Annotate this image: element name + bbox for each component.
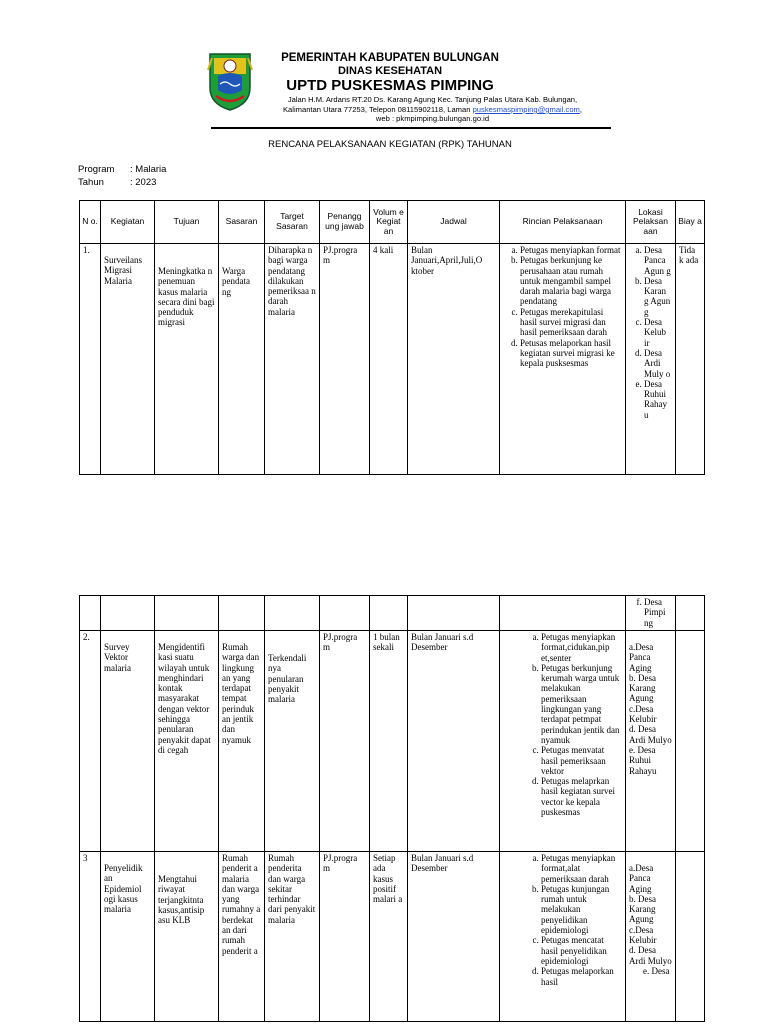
year-label: Tahun [78,177,104,188]
cell-pj: PJ.progra m [320,631,370,852]
kegiatan-text: Penyelidik an Epidemiol ogi kasus malaria [104,863,143,915]
cell-empty [500,596,626,631]
cell-sasaran [219,631,265,852]
cell-lokasi [626,852,676,1022]
sasaran-text: Warga pendata ng [222,266,250,297]
lokasi-list [629,863,672,976]
lokasi-list [629,245,672,420]
list-item: b. Petugas berkunjung kerumah warga untuk melakukan pemeriksaan lingkungan yang terdapat petmpat perindukan jentik dan nyamuk [541,663,622,745]
list-item: a. Petugas menyiapkan format,alat pemeriksaan darah [541,853,622,884]
list-item: f. Desa Pimpi ng [644,597,672,628]
table-row [80,631,705,852]
contact-text: Kalimantan Utara 77253, Telepon 08115902118, Laman [282,105,471,114]
list-item: c. Petugas menvatat hasil pemeriksaan vektor [541,745,622,776]
cell-no: 3 [80,852,101,1022]
list-item: d. Desa Ardi Mulyo [629,724,672,745]
col-header-rincian: Rincian Pelaksanaan [500,201,626,244]
col-header-target: Target Sasaran [265,201,320,244]
list-item: c.Desa Kelubir [629,703,657,725]
cell-jadwal: Bulan Januari s.d Desember [408,852,500,1022]
cell-sasaran [219,244,265,475]
cell-jadwal: Bulan Januari,April,Juli,O ktober [408,244,500,475]
cell-no: 2. [80,631,101,852]
kegiatan-text: Survey Vektor malaria [104,642,131,673]
document-title: RENCANA PELAKSANAAN KEGIATAN (RPK) TAHUNAN [268,139,512,150]
cell-jadwal: Bulan Januari s.d Desember [408,631,500,852]
cell-empty [101,596,155,631]
cell-empty [320,596,370,631]
cell-target: Rumah penderita dan warga sekitar terhindar dari penyakit malaria [265,852,320,1022]
target-text: Terkendali nya penularan penyakit malaria [268,653,307,705]
list-item: e. Desa [643,965,670,976]
cell-kegiatan [101,852,155,1022]
list-item: b. Desa Karan g Agun g [644,276,672,317]
lokasi-list [629,642,672,776]
list-item: a. Desa Panca Agun g [644,245,672,276]
list-item: b. Petugas kunjungan rumah untuk melakukan penyelidikan epidemiologi [541,884,622,935]
cell-empty [80,596,101,631]
tujuan-text: Mengidentifi kasi suatu wilayah untuk menghindari kontak masyarakat dengan vektor sehingga penularan penyakit dapat di cegah [158,642,211,755]
header-government: PEMERINTAH KABUPATEN BULUNGAN [281,52,499,64]
cell-sasaran: Rumah penderit a malaria dan warga yang rumahny a berdekat an dari rumah penderit a [219,852,265,1022]
kegiatan-text: Surveilans Migrasi Malaria [104,255,142,286]
cell-volume: 1 bulan sekali [370,631,408,852]
kabupaten-bulungan-logo [206,50,254,112]
table-header-row [80,201,705,244]
rpk-table-page2 [79,595,705,1022]
cell-pj: PJ.progra m [320,244,370,475]
program-line [78,164,166,175]
cell-kegiatan [101,244,155,475]
list-item: d. Desa Ardi Mulyo [629,945,672,966]
tujuan-text: Meningkatka n penemuan kasus malaria secara dini bagi penduduk migrasi [158,266,215,328]
cell-target: Diharapka n bagi warga pendatang dilakukan pemeriksaa n darah malaria [265,244,320,475]
list-item: d. Petugas melaporkan hasil [541,966,622,987]
list-item: d. Desa Ardi Muly o [644,348,672,379]
year-value: : 2023 [130,177,157,188]
tujuan-text: Mengtahui riwayat terjangkitnta kasus,antisip asu KLB [158,874,205,926]
cell-lokasi [626,244,676,475]
list-item: c. Petugas merekapitulasi hasil survei migrasi dan hasil pemeriksaan darah [520,307,622,338]
cell-empty [676,596,705,631]
header-department: DINAS KESEHATAN [337,65,443,77]
header-contact [260,105,605,114]
list-item: b. Desa Karang Agung [629,672,656,704]
sasaran-text: Rumah warga dan lingkung an yang terdapat tempat perinduk an jentik dan nyamuk [222,642,260,745]
cell-lokasi [626,631,676,852]
list-item: a.Desa Panca Aging [629,642,654,673]
list-item: e. Desa Ruhui Rahay u [644,379,672,420]
header-institution: UPTD PUSKESMAS PIMPING [286,77,494,94]
cell-target [265,631,320,852]
cell-empty [265,596,320,631]
contact-suffix: , [579,105,583,114]
col-header-sasaran: Sasaran [219,201,265,244]
year-line [78,177,156,188]
list-item: a. Petugas menyiapkan format,cidukan,pip et,senter [541,632,622,663]
col-header-kegiatan: Kegiatan [101,201,155,244]
cell-empty [219,596,265,631]
list-item: c. Desa Kelub ir [644,317,672,348]
cell-tujuan [155,244,219,475]
cell-pj: PJ.progra m [320,852,370,1022]
cell-no: 1. [80,244,101,475]
cell-empty [370,596,408,631]
rincian-list [503,853,622,987]
list-item: b. Desa Karang Agung [629,893,656,925]
table-row [80,596,705,631]
col-header-pj: Penangg ung jawab [320,201,370,244]
cell-kegiatan [101,631,155,852]
table-row [80,852,705,1022]
program-label: Program [78,164,115,175]
cell-biaya [676,852,705,1022]
header-divider [211,127,611,129]
list-item: a. Petugas menyiapkan format [520,245,622,255]
rincian-list [503,245,622,369]
cell-rincian [500,631,626,852]
col-header-tujuan: Tujuan [155,201,219,244]
cell-biaya: Tida k ada [676,244,705,475]
cell-tujuan [155,631,219,852]
program-value: : Malaria [130,164,167,175]
cell-rincian [500,852,626,1022]
list-item: a.Desa Panca Aging [629,863,654,894]
list-item: e. Desa Ruhui Rahayu [629,744,657,776]
lokasi-list [629,597,672,628]
list-item: c. Petugas mencatat hasil penyelidikan epidemiologi [541,935,622,966]
list-item: d. Petusas melaporkan hasil kegiatan survei migrasi ke kepala pusksesmas [520,338,622,369]
cell-volume: 4 kali [370,244,408,475]
col-header-no: N o. [80,201,101,244]
list-item: b. Petugas berkunjung ke perusahaan atau rumah untuk mengambil sampel darah malaria bagi warga pendatang [520,255,622,306]
rincian-list [503,632,622,817]
cell-tujuan [155,852,219,1022]
table-row [80,244,705,475]
col-header-jadwal: Jadwal [408,201,500,244]
list-item: c.Desa Kelubir [629,924,657,946]
list-item: d. Petugas melaprkan hasil kegiatan survei vector ke kepala puskesmas [541,776,622,817]
col-header-lokasi: Lokasi Pelaksan aan [626,201,676,244]
cell-empty [155,596,219,631]
cell-volume: Setiap ada kasus positif malari a [370,852,408,1022]
col-header-biaya: Biay a [676,201,705,244]
rpk-table-page1 [79,200,705,475]
cell-lokasi [626,596,676,631]
header-website: web : pkmpimping.bulungan.go.id [375,114,490,123]
email-link[interactable]: puskesmaspimping@gmail.com [472,105,580,114]
col-header-volume: Volum e Kegiat an [370,201,408,244]
header-address: Jalan H.M. Ardans RT.20 Ds. Karang Agung Kec. Tanjung Palas Utara Kab. Bulungan, [287,95,578,104]
cell-biaya [676,631,705,852]
cell-empty [408,596,500,631]
cell-rincian [500,244,626,475]
